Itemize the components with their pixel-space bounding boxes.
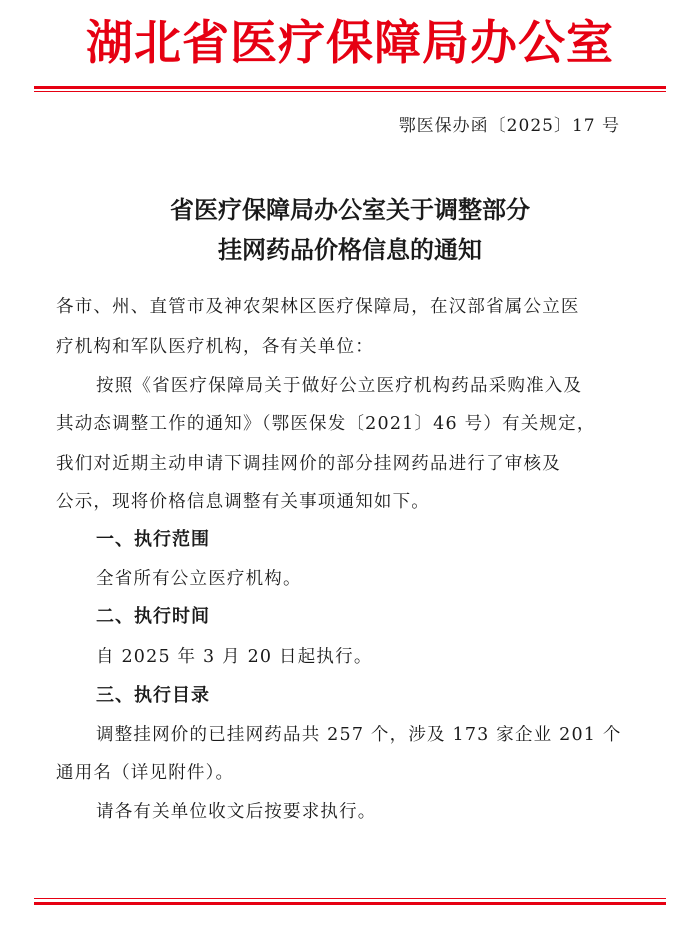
masthead-rule-thick: [34, 86, 666, 89]
addressee-line-2: 疗机构和军队医疗机构，各有关单位：: [56, 337, 374, 357]
section-heading-time: 二、执行时间: [96, 606, 210, 627]
document-title: [0, 190, 700, 270]
intro-line-3: 我们对近期主动申请下调挂网价的部分挂网药品进行了审核及: [56, 454, 561, 474]
section-scope-text: 全省所有公立医疗机构。: [96, 569, 302, 589]
intro-line-2: 其动态调整工作的通知》（鄂医保发〔2021〕46 号）有关规定，: [56, 414, 596, 434]
footer-rule-thick: [34, 902, 666, 905]
addressee-line-1: 各市、州、直管市及神农架林区医疗保障局，在汉部省属公立医: [56, 297, 580, 317]
section-heading-catalog: 三、执行目录: [96, 685, 210, 706]
masthead-title: 湖北省医疗保障局办公室: [86, 16, 614, 71]
section-catalog-line-1: 调整挂网价的已挂网药品共 257 个，涉及 173 家企业 201 个: [96, 725, 622, 745]
document-number: 鄂医保办函〔2025〕17 号: [398, 116, 620, 136]
intro-line-4: 公示，现将价格信息调整有关事项通知如下。: [56, 492, 430, 512]
section-heading-scope: 一、执行范围: [96, 529, 210, 550]
intro-line-1: 按照《省医疗保障局关于做好公立医疗机构药品采购准入及: [96, 376, 583, 396]
section-catalog-line-2: 通用名（详见附件）。: [56, 763, 235, 783]
section-time-text: 自 2025 年 3 月 20 日起执行。: [96, 647, 373, 667]
masthead-rule-thin: [34, 91, 666, 92]
footer-rule-thin: [34, 898, 666, 899]
document-title-line-2: 挂网药品价格信息的通知: [218, 236, 482, 264]
document-title-line-1: 省医疗保障局办公室关于调整部分: [170, 196, 530, 224]
closing-text: 请各有关单位收文后按要求执行。: [96, 802, 377, 822]
